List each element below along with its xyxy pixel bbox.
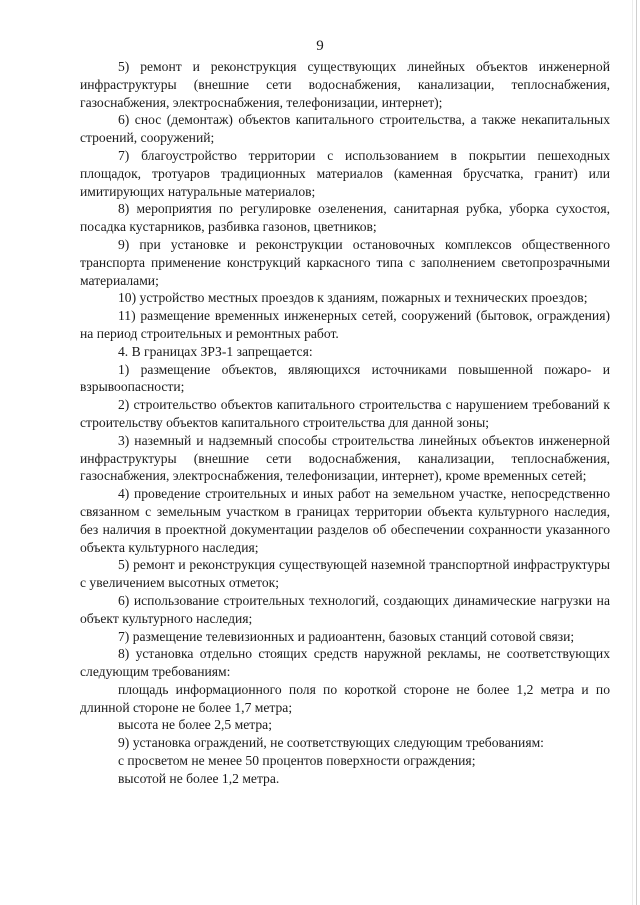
requirement-area: площадь информационного поля по короткой стороне не более 1,2 метра и по длинной стороне не более 1,7 метра; [80,681,610,715]
paragraph-item-5-repair: 5) ремонт и реконструкция существующих линейных объектов инженерной инфраструктуры (внешние сети водоснабжения, канализации, теплоснабжения, газоснабжения, электроснабжения, телефонизации, интернет); [80,59,610,110]
document-body [80,58,610,788]
paragraph-item-10-driveways: 10) устройство местных проездов к зданиям, пожарных и технических проездов; [118,290,588,306]
prohibition-item-7: 7) размещение телевизионных и радиоантенн, базовых станций сотовой связи; [118,628,575,644]
prohibition-item-1: 1) размещение объектов, являющихся источниками повышенной пожаро- и взрывоопасности; [80,361,610,395]
paragraph-item-6-demolition: 6) снос (демонтаж) объектов капитального строительства, а также некапитальных строений, сооружений; [80,112,610,146]
prohibition-item-5: 5) ремонт и реконструкция существующей наземной транспортной инфраструктуры с увеличением высотных отметок; [80,557,610,591]
paragraph-item-8-greenery: 8) мероприятия по регулировке озеленения, санитарная рубка, уборка сухостоя, посадка кустарников, разбивка газонов, цветников; [80,201,610,235]
requirement-gap: с просветом не менее 50 процентов поверхности ограждения; [118,753,476,769]
paragraph-item-11-temporary-networks: 11) размещение временных инженерных сетей, сооружений (бытовок, ограждения) на период строительных и ремонтных работ. [80,308,610,341]
prohibition-item-6: 6) использование строительных технологий, создающих динамические нагрузки на объект культурного наследия; [80,592,610,626]
requirement-fence-height: высотой не более 1,2 метра. [118,770,280,786]
paragraph-item-9-bus-stops: 9) при установке и реконструкции остановочных комплексов общественного транспорта применение конструкций каркасного типа с заполнением светопрозрачными материалами; [80,236,610,288]
requirement-height: высота не более 2,5 метра; [118,717,272,733]
prohibition-item-9: 9) установка ограждений, не соответствующих следующим требованиям: [118,735,544,751]
page-number: 9 [316,38,324,54]
scan-edge-shadow [632,0,633,905]
paragraph-item-7-landscaping: 7) благоустройство территории с использованием в покрытии пешеходных площадок, тротуаров традиционных материалов (каменная брусчатка, гранит) или имитирующих натуральные материалов; [80,147,610,199]
prohibition-item-3: 3) наземный и надземный способы строительства линейных объектов инженерной инфраструктуры (внешние сети водоснабжения, канализации, теплоснабжения, газоснабжения, электроснабжения, телефонизации, интернет), кроме временных сетей; [80,432,610,484]
prohibition-item-4: 4) проведение строительных и иных работ на земельном участке, непосредственно связанном с земельным участком в границах территории объекта культурного наследия, без наличия в проектной документации разделов об обеспечении сохранности указанного объекта культурного наследия; [80,486,610,555]
prohibition-item-8: 8) установка отдельно стоящих средств наружной рекламы, не соответствующих следующим требованиям: [80,646,610,680]
section-heading-prohibitions: 4. В границах ЗРЗ-1 запрещается: [118,343,313,359]
scan-edge-line [636,0,637,905]
prohibition-item-2: 2) строительство объектов капитального строительства с нарушением требований к строительству объектов капитального строительства для данной зоны; [80,397,610,430]
